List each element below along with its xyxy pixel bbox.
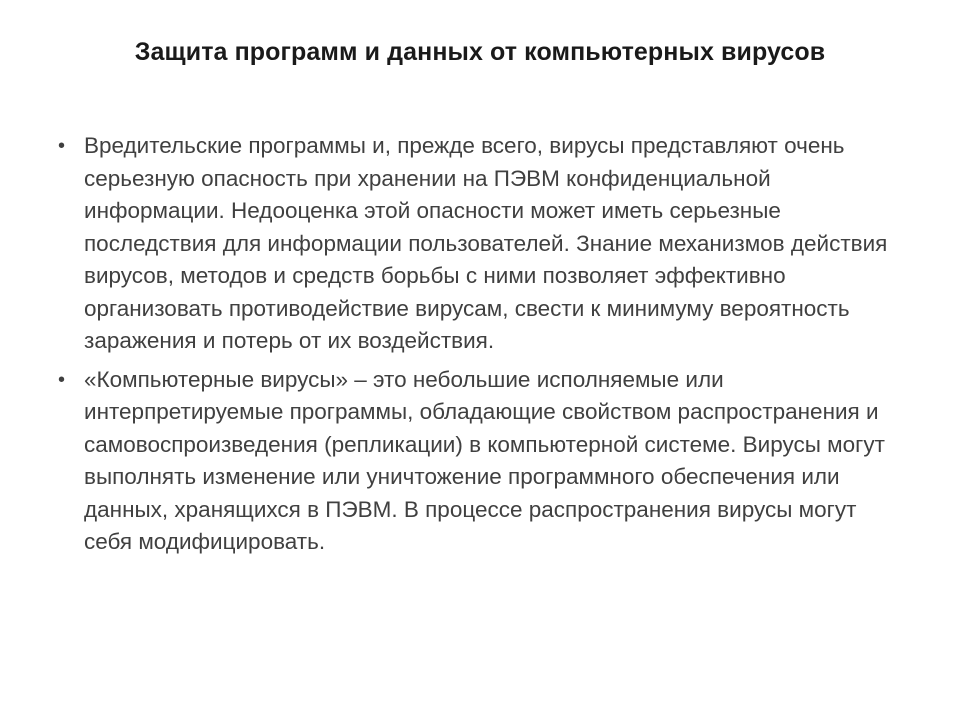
bullet-item-2 [56, 364, 906, 559]
bullet-text: «Компьютерные вирусы» – это небольшие исполняемые или интерпретируемые программы, обладающие свойством распространения и самовоспроизведения (репликации) в компьютерной системе. Вирусы могут выполнять изменение или уничтожение программного обеспечения или данных, хранящихся в ПЭВМ. В процессе распространения вирусы могут себя модифицировать. [84, 366, 885, 554]
bullet-marker: • [58, 135, 66, 157]
bullet-item-1 [56, 130, 906, 358]
bullet-list [56, 130, 906, 565]
bullet-text: Вредительские программы и, прежде всего, вирусы представляют очень серьезную опасность при хранении на ПЭВМ конфиденциальной информации. Недооценка этой опасности может иметь серьезные последствия для информации пользователей. Знание механизмов действия вирусов, методов и средств борьбы с ними позволяет эффективно организовать противодействие вирусам, свести к минимуму вероятность заражения и потерь от их воздействия. [84, 133, 888, 353]
slide-title: Защита программ и данных от компьютерных вирусов [134, 38, 826, 66]
bullet-marker: • [58, 368, 66, 391]
